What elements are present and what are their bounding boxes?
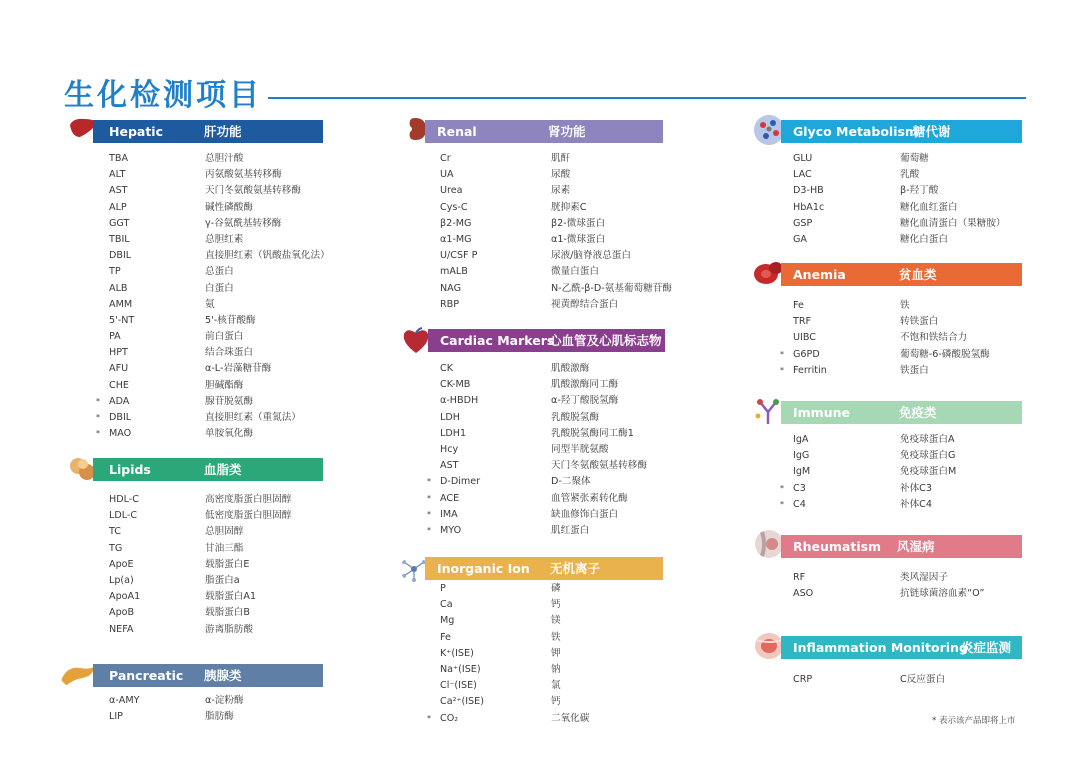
item-abbreviation: LDL-C: [109, 510, 138, 522]
item-name: 天门冬氨酸氨基转移酶: [205, 185, 301, 197]
section-header-inflammation: [781, 636, 1022, 659]
item-abbreviation: CO₂: [440, 712, 459, 724]
item-abbreviation: Cl⁻(ISE): [440, 680, 477, 692]
item-abbreviation: HDL-C: [109, 494, 139, 505]
item-name: 葡萄糖-6-磷酸脱氢酶: [900, 348, 990, 360]
item-name: 丙氨酸氨基转移酶: [205, 169, 282, 181]
item-name: 钠: [551, 663, 561, 675]
section-header-rheumatism: [781, 535, 1022, 558]
item-abbreviation: CRP: [793, 674, 813, 685]
item-name: 胱抑素C: [551, 201, 587, 213]
item-abbreviation: DBIL: [109, 412, 132, 423]
item-abbreviation: ALT: [109, 169, 126, 181]
item-abbreviation: β2-MG: [440, 217, 472, 229]
section-title-cn: 肾功能: [548, 124, 586, 139]
item-abbreviation: 5'-NT: [109, 314, 135, 326]
pancreas-icon: [60, 662, 96, 688]
item-name: 脂肪酶: [205, 711, 234, 723]
item-name: 单胺氧化酶: [205, 428, 253, 440]
item-name: 载脂蛋白B: [205, 607, 250, 619]
item-abbreviation: RF: [793, 572, 806, 583]
item-abbreviation: G6PD: [793, 348, 820, 360]
coming-soon-star: *: [96, 429, 100, 439]
item-name: 钙: [551, 696, 561, 708]
item-name: 总胆红素: [205, 233, 244, 245]
item-name: 磷: [551, 583, 561, 594]
item-abbreviation: CK: [440, 363, 453, 374]
section-title-cn: 贫血类: [899, 267, 937, 282]
item-name: 糖化血红蛋白: [900, 201, 958, 213]
item-abbreviation: AFU: [109, 363, 129, 375]
item-abbreviation: IgA: [793, 434, 809, 445]
item-abbreviation: Lp(a): [109, 574, 134, 586]
item-name: 高密度脂蛋白胆固醇: [205, 494, 292, 505]
item-name: 5'-核苷酸酶: [205, 314, 256, 326]
item-abbreviation: D-Dimer: [440, 476, 481, 488]
item-name: 直接胆红素（钒酸盐氧化法）: [205, 250, 330, 262]
item-name: D-二聚体: [551, 476, 591, 488]
item-abbreviation: HbA1c: [793, 201, 825, 213]
coming-soon-star: *: [780, 499, 784, 509]
item-abbreviation: GGT: [109, 217, 130, 229]
item-abbreviation: ADA: [109, 395, 130, 407]
item-name: 碱性磷酸酶: [205, 201, 253, 213]
item-abbreviation: LDH: [440, 411, 460, 423]
item-abbreviation: AST: [440, 460, 459, 472]
section-title-cn: 炎症监测: [961, 640, 1012, 655]
item-name: 不饱和铁结合力: [900, 332, 968, 344]
item-name: 氨: [205, 298, 215, 310]
item-abbreviation: D3-HB: [793, 185, 824, 197]
item-abbreviation: α1-MG: [440, 233, 472, 245]
section-title-en: Renal: [437, 124, 477, 139]
coming-soon-star: *: [96, 413, 100, 422]
item-abbreviation: PA: [109, 331, 121, 343]
item-abbreviation: α-HBDH: [440, 395, 479, 407]
item-abbreviation: ASO: [793, 588, 814, 600]
item-name: γ-谷氨酰基转移酶: [205, 217, 282, 229]
item-name: 肌红蛋白: [551, 524, 590, 536]
section-title-cn: 心血管及心肌标志物: [549, 333, 662, 348]
item-name: 氯: [551, 680, 561, 692]
item-abbreviation: Ca: [440, 599, 453, 611]
section-title-en: Immune: [793, 405, 850, 420]
item-name: C反应蛋白: [900, 674, 946, 685]
item-abbreviation: GA: [793, 233, 807, 245]
section-header-immune: [781, 401, 1022, 424]
item-abbreviation: NEFA: [109, 623, 134, 635]
item-abbreviation: CHE: [109, 379, 129, 391]
item-abbreviation: MAO: [109, 428, 132, 440]
item-abbreviation: C4: [793, 498, 806, 510]
coming-soon-star: *: [427, 525, 431, 535]
item-name: β2-微球蛋白: [551, 217, 606, 229]
section-title-en: Rheumatism: [793, 539, 882, 554]
item-abbreviation: AST: [109, 185, 128, 197]
item-name: 视黄醇结合蛋白: [551, 298, 619, 310]
coming-soon-star: *: [96, 396, 100, 406]
section-title-en: Hepatic: [109, 124, 163, 139]
coming-soon-star: *: [427, 493, 431, 503]
item-abbreviation: ApoB: [109, 607, 135, 619]
item-name: 葡萄糖: [900, 153, 929, 164]
item-abbreviation: Hcy: [440, 443, 459, 455]
item-abbreviation: LAC: [793, 169, 812, 181]
item-abbreviation: TC: [109, 526, 121, 538]
item-abbreviation: RBP: [440, 298, 460, 310]
section-header-inorganic: [425, 557, 663, 580]
item-abbreviation: GSP: [793, 217, 813, 229]
item-abbreviation: Ca²⁺(ISE): [440, 696, 484, 708]
item-name: 肌酐: [551, 153, 571, 164]
footnote: * 表示该产品即将上市: [932, 716, 1016, 726]
page-title: 生化检测项目: [64, 78, 262, 113]
item-abbreviation: CK-MB: [440, 379, 471, 391]
section-header-lipids: [93, 458, 323, 481]
section-title-en: Anemia: [793, 267, 846, 282]
item-abbreviation: AMM: [109, 298, 133, 310]
item-abbreviation: K⁺(ISE): [440, 647, 474, 659]
item-abbreviation: TRF: [793, 316, 812, 328]
item-name: 肌酸激酶: [551, 363, 590, 374]
section-title-cn: 肝功能: [204, 124, 242, 139]
item-name: α-L-岩藻糖苷酶: [205, 363, 272, 375]
item-abbreviation: U/CSF P: [440, 250, 478, 262]
section-title-cn: 糖代谢: [913, 124, 951, 139]
item-name: 铁: [551, 631, 561, 643]
item-abbreviation: IgG: [793, 450, 810, 462]
item-name: 补体C4: [900, 498, 932, 510]
item-name: 尿素: [551, 185, 571, 197]
item-abbreviation: UA: [440, 169, 454, 181]
section-title-en: Inorganic Ion: [437, 561, 530, 576]
item-name: 乳酸脱氢酶: [551, 411, 599, 423]
item-name: 微量白蛋白: [551, 266, 599, 278]
item-abbreviation: TBA: [109, 153, 129, 164]
item-name: 抗链球菌溶血素“O”: [900, 588, 985, 600]
item-name: 转铁蛋白: [900, 316, 939, 328]
item-name: 尿液/脑脊液总蛋白: [551, 250, 631, 262]
item-name: 同型半胱氨酸: [551, 443, 609, 455]
item-name: 类风湿因子: [900, 572, 948, 583]
item-name: 铁蛋白: [900, 364, 929, 376]
item-name: 脂蛋白a: [205, 574, 240, 586]
item-abbreviation: TP: [109, 266, 121, 278]
section-title-en: Lipids: [109, 462, 151, 477]
section-header-pancreatic: [93, 664, 323, 687]
item-abbreviation: Urea: [440, 185, 463, 197]
item-name: 钙: [551, 599, 561, 611]
section-title-cn: 风湿病: [897, 539, 935, 554]
item-abbreviation: TBIL: [109, 233, 130, 245]
item-name: α-羟丁酸脱氢酶: [551, 395, 619, 407]
section-header-glyco: [781, 120, 1022, 143]
item-abbreviation: ALB: [109, 282, 128, 294]
item-name: 载脂蛋白E: [205, 558, 250, 570]
item-abbreviation: UIBC: [793, 332, 816, 344]
item-abbreviation: C3: [793, 482, 806, 494]
section-title-cn: 胰腺类: [204, 668, 242, 683]
item-abbreviation: ALP: [109, 201, 127, 213]
item-name: 免疫球蛋白G: [900, 450, 956, 462]
item-name: 尿酸: [551, 169, 571, 181]
item-name: 缺血修饰白蛋白: [551, 508, 619, 520]
section-title-cn: 免疫类: [899, 405, 937, 420]
coming-soon-star: *: [427, 509, 431, 519]
section-header-hepatic: [93, 120, 323, 143]
coming-soon-star: *: [427, 713, 431, 723]
item-name: 糖化血清蛋白（果糖胺）: [900, 217, 1006, 229]
item-abbreviation: ACE: [440, 492, 460, 504]
item-abbreviation: TG: [109, 542, 123, 554]
item-abbreviation: Cys-C: [440, 201, 468, 213]
item-abbreviation: MYO: [440, 524, 462, 536]
section-title-en: Pancreatic: [109, 668, 184, 683]
antibody-icon: [752, 396, 784, 426]
item-abbreviation: ApoE: [109, 558, 134, 570]
item-name: 镁: [551, 615, 561, 627]
item-name: 血管紧张素转化酶: [551, 492, 628, 504]
item-abbreviation: Na⁺(ISE): [440, 663, 481, 675]
item-name: 低密度脂蛋白胆固醇: [205, 510, 292, 522]
item-name: 天门冬氨酸氨基转移酶: [551, 460, 647, 472]
section-header-renal: [425, 120, 663, 143]
item-name: 总胆固醇: [205, 526, 244, 538]
item-abbreviation: Cr: [440, 153, 451, 164]
item-name: 免疫球蛋白M: [900, 466, 957, 478]
section-title-en: Glyco Metabolism: [793, 124, 918, 139]
section-header-anemia: [781, 263, 1022, 286]
item-name: 白蛋白: [205, 282, 234, 294]
molecule-icon: [400, 556, 428, 582]
coming-soon-star: *: [780, 365, 784, 375]
item-name: 胆碱酯酶: [205, 379, 244, 391]
item-abbreviation: IMA: [440, 508, 458, 520]
item-name: 总胆汁酸: [205, 153, 244, 164]
item-abbreviation: GLU: [793, 153, 813, 164]
item-abbreviation: mALB: [440, 266, 468, 278]
item-name: 二氧化碳: [551, 712, 590, 724]
item-name: β-羟丁酸: [900, 185, 939, 197]
section-title-cn: 血脂类: [204, 462, 242, 477]
section-header-cardiac: [428, 329, 665, 352]
item-abbreviation: α-AMY: [109, 695, 140, 706]
item-name: 补体C3: [900, 482, 932, 494]
item-name: 钾: [551, 647, 561, 659]
item-name: 乳酸脱氢酶同工酶1: [551, 427, 634, 439]
item-abbreviation: P: [440, 583, 446, 594]
item-name: 乳酸: [900, 169, 920, 181]
title-divider: [268, 97, 1026, 99]
coming-soon-star: *: [427, 477, 431, 487]
item-name: 直接胆红素（重氮法）: [205, 412, 301, 423]
item-name: 肌酸激酶同工酶: [551, 379, 619, 391]
item-name: 腺苷脱氨酶: [205, 395, 253, 407]
item-name: 结合珠蛋白: [205, 347, 253, 359]
item-abbreviation: Ferritin: [793, 364, 827, 376]
section-title-en: Cardiac Markers: [440, 333, 555, 348]
item-abbreviation: NAG: [440, 282, 462, 294]
item-abbreviation: LDH1: [440, 427, 467, 439]
item-name: N-乙酰-β-D-氨基葡萄糖苷酶: [551, 282, 672, 294]
coming-soon-star: *: [780, 483, 784, 493]
item-name: 免疫球蛋白A: [900, 434, 955, 445]
coming-soon-star: *: [780, 349, 784, 359]
item-name: 游离脂肪酸: [205, 623, 253, 635]
item-abbreviation: Fe: [793, 300, 804, 311]
item-abbreviation: LIP: [109, 711, 123, 723]
section-title-cn: 无机离子: [550, 561, 601, 576]
item-name: 铁: [900, 300, 910, 311]
item-name: α-淀粉酶: [205, 695, 244, 706]
item-abbreviation: HPT: [109, 347, 128, 359]
item-abbreviation: IgM: [793, 466, 811, 478]
item-name: 载脂蛋白A1: [205, 591, 257, 603]
item-name: α1-微球蛋白: [551, 233, 606, 245]
item-abbreviation: DBIL: [109, 250, 132, 262]
item-name: 糖化白蛋白: [900, 233, 948, 245]
item-name: 甘油三酯: [205, 542, 244, 554]
blood-cell-icon: [752, 258, 784, 288]
item-abbreviation: ApoA1: [109, 591, 141, 603]
item-name: 总蛋白: [205, 266, 234, 278]
section-title-en: Inflammation Monitoring: [793, 640, 968, 655]
item-abbreviation: Fe: [440, 631, 451, 643]
item-name: 前白蛋白: [205, 331, 244, 343]
item-abbreviation: Mg: [440, 615, 455, 627]
